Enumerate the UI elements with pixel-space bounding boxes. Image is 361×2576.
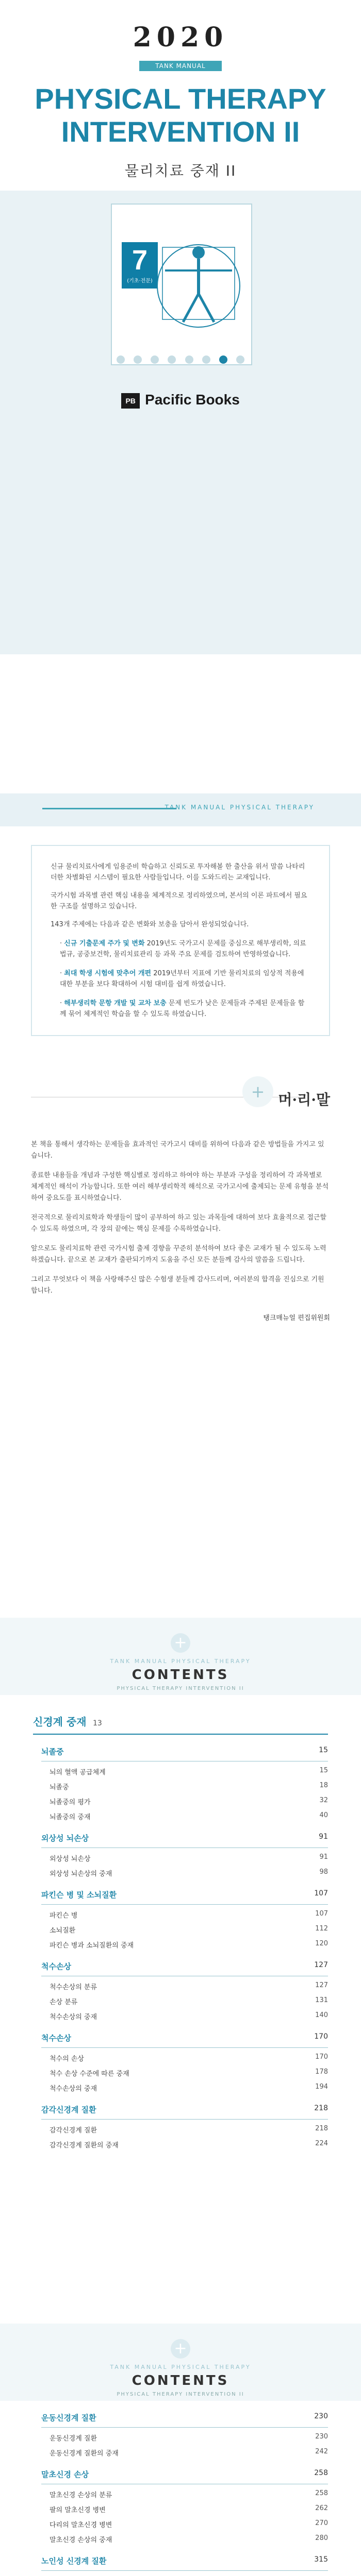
- item-title: 다리의 말초신경 병변: [50, 2521, 112, 2529]
- contents-chapter: [41, 1746, 328, 1761]
- item-title: 운동신경계 질환의 중재: [50, 2450, 119, 2458]
- item-page: 112: [315, 1925, 328, 1933]
- cover-title-line1: PHYSICAL THERAPY: [35, 82, 326, 115]
- cover-subtitle: 물리치료 중재 II: [124, 162, 237, 179]
- contents-part: [33, 1714, 328, 1735]
- contents-item: [50, 2011, 328, 2021]
- contents-page-1: [0, 1618, 361, 2149]
- item-title: 뇌졸중의 중재: [50, 1814, 91, 1821]
- chapter-rule: [41, 2119, 328, 2120]
- contents-header: [0, 1618, 361, 1695]
- cover-year: 2020: [133, 22, 228, 53]
- volume-dot: [202, 355, 210, 364]
- chapter-title: 감각신경계 질환: [41, 2105, 96, 2114]
- contents-chapter: [41, 2032, 328, 2048]
- preface-bullet: · 신규 기출문제 주가 및 변화 2019년도 국가고시 문제를 중심으로 해부생리학, 의료법규, 공중보건학, 물리치료관리 등 과목 주요 문제를 검토하여 반영하였습니다.: [60, 940, 306, 958]
- item-title: 척수 손상 수준에 따른 중재: [50, 2070, 129, 2078]
- publisher-mark-icon: PB: [121, 393, 140, 409]
- bullet-head: 신규 기출문제 주가 및 변화: [64, 940, 145, 947]
- contents-chapter: [41, 1961, 328, 1976]
- contents-chapter: [41, 2469, 328, 2484]
- chapter-rule: [41, 1904, 328, 1905]
- chapter-title: 외상성 뇌손상: [41, 1834, 89, 1843]
- contents-item: [50, 2068, 328, 2078]
- preface-paragraph: 종료한 내용들을 개념과 구성한 핵심별로 정리하고 하여야 하는 부분과 구성을 정리하여 각 과목별로 체계적인 해석이 가능합니다. 또한 여러 해부생리학적 해석으로 국가고시에 출제되는 문제 유형을 분석하여 중요도를 표시하였습니다.: [31, 1172, 329, 1202]
- chapter-title: 말초신경 손상: [41, 2470, 89, 2479]
- item-title: 외상성 뇌손상의 중재: [50, 1870, 112, 1878]
- contents-body: [0, 2412, 361, 2576]
- bullet-text: 2019년도 국가고시 문제를 중심으로 해부생리학, 의료법규, 공중보건학, 물리치료관리 등 과목 주요 문제를 검토하여 반영하였습니다.: [60, 940, 306, 958]
- cover-title: [0, 82, 361, 148]
- item-title: 척수손상의 중재: [50, 2013, 97, 2021]
- box-paragraph: 143개 주제에는 다음과 같은 변화와 보충을 담아서 완성되었습니다.: [51, 921, 249, 928]
- item-title: 척수의 손상: [50, 2055, 84, 2063]
- contents-label: TANK MANUAL PHYSICAL THERAPY: [110, 1658, 251, 1665]
- preface-banner: [0, 793, 361, 826]
- contents-item: [50, 2534, 328, 2544]
- contents-item: [50, 1868, 328, 1878]
- chapter-title: 척수손상: [41, 2033, 71, 2043]
- item-page: 258: [315, 2489, 328, 2497]
- item-page: 18: [319, 1782, 328, 1789]
- volume-caption: (기초·전문): [127, 278, 153, 284]
- item-page: 32: [319, 1797, 328, 1804]
- volume-dot: [151, 355, 159, 364]
- item-title: 뇌의 혈액 공급체계: [50, 1769, 106, 1776]
- box-paragraph: 신규 물리치료사에게 임용준비 학습하고 신뢰도로 투자해볼 한 출산을 위서 말씀 나타리더한 차별화된 시스템이 필요한 사람들입니다. 이를 도와드리는 교재입니다.: [51, 863, 305, 882]
- item-page: 224: [315, 2140, 328, 2147]
- volume-dots: [0, 355, 361, 366]
- item-title: 소뇌질환: [50, 1927, 76, 1935]
- contents-chapter: [41, 1889, 328, 1905]
- contents-item: [50, 2083, 328, 2093]
- chapter-page: 15: [319, 1746, 328, 1754]
- vitruvian-figure-icon: [155, 222, 242, 350]
- publisher-name: Pacific Books: [145, 392, 240, 408]
- item-title: 파킨슨 병과 소뇌질환의 중재: [50, 1942, 134, 1950]
- chapter-page: 258: [314, 2469, 328, 2477]
- preface-paragraph: 앞으로도 물리치료학 관련 국가시험 출제 경향을 꾸준히 분석하여 보다 좋은 교재가 될 수 있도록 노력하겠습니다. 끝으로 본 교재가 출판되기까지 도움을 주신 모든 분들께 감사의 말씀을 드립니다.: [31, 1245, 326, 1264]
- preface-heading: 머·리·말: [278, 1091, 330, 1108]
- bullet-head: 해부생리학 문항 개발 및 교차 보충: [64, 999, 167, 1007]
- volume-number: 7: [132, 245, 148, 276]
- bullet-text: 문제 빈도가 낮은 문제들과 주제된 문제들을 함께 묶어 체계적인 학습을 할 수 있도록 하였습니다.: [60, 999, 305, 1018]
- banner-arrow: [42, 808, 176, 809]
- chapter-page: 127: [314, 1961, 328, 1969]
- contents-chapter: [41, 1833, 328, 1848]
- contents-body: [0, 1714, 361, 2149]
- item-title: 척수손상의 분류: [50, 1984, 97, 1991]
- item-page: 120: [315, 1940, 328, 1947]
- contents-subtitle: PHYSICAL THERAPY INTERVENTION II: [117, 2392, 244, 2397]
- cover-title-line2: INTERVENTION II: [61, 115, 300, 148]
- item-page: 98: [319, 1868, 328, 1876]
- preface-bullet: · 해부생리학 문항 개발 및 교차 보충 문제 빈도가 낮은 문제들과 주제된 문제들을 함께 묶어 체계적인 학습을 할 수 있도록 하였습니다.: [60, 999, 305, 1018]
- contents-item: [50, 2433, 328, 2443]
- contents-label: TANK MANUAL PHYSICAL THERAPY: [110, 2364, 251, 2370]
- part-page: 13: [90, 1719, 102, 1727]
- item-title: 뇌졸중의 평가: [50, 1799, 91, 1806]
- item-title: 말초신경 손상의 분류: [50, 2492, 112, 2499]
- plus-icon: +: [242, 1076, 273, 1107]
- item-page: 127: [315, 1981, 328, 1989]
- plus-icon: +: [171, 1633, 190, 1653]
- chapter-page: 91: [319, 1833, 328, 1841]
- chapter-title: 척수손상: [41, 1962, 71, 1971]
- volume-dot: [168, 355, 176, 364]
- item-page: 91: [319, 1853, 328, 1861]
- chapter-rule: [41, 2570, 328, 2571]
- item-page: 131: [315, 1996, 328, 2004]
- chapter-title: 노인성 신경계 질환: [41, 2556, 107, 2566]
- item-title: 척수손상의 중재: [50, 2085, 97, 2093]
- preface-signature: 탱크매뉴얼 편집위원회: [263, 1314, 330, 1322]
- part-title: [33, 1714, 328, 1728]
- preface-box: [31, 845, 330, 1036]
- contents-item: [50, 2519, 328, 2529]
- item-page: 230: [315, 2433, 328, 2441]
- contents-item: [50, 2125, 328, 2134]
- contents-item: [50, 2140, 328, 2149]
- contents-title: CONTENTS: [132, 2373, 229, 2388]
- preface-section: [0, 793, 361, 1322]
- item-page: 280: [315, 2534, 328, 2542]
- item-title: 손상 분류: [50, 1998, 78, 2006]
- item-title: 운동신경계 질환: [50, 2435, 97, 2443]
- chapter-page: 315: [314, 2555, 328, 2564]
- item-title: 감각신경계 질환의 중재: [50, 2142, 119, 2149]
- item-title: 외상성 뇌손상: [50, 1855, 91, 1863]
- item-page: 170: [315, 2053, 328, 2061]
- contents-item: [50, 1925, 328, 1935]
- contents-item: [50, 1940, 328, 1950]
- preface-paragraph: 전국적으로 물리치료학과 학생들이 많이 공부하여 하고 있는 과목들에 대하여 보다 효율적으로 접근할 수 있도록 하였으며, 각 장의 끝에는 핵심 문제를 수록하였습니다.: [31, 1214, 326, 1233]
- volume-badge: [122, 242, 158, 289]
- volume-dot: [236, 355, 244, 364]
- contents-item: [50, 2489, 328, 2499]
- volume-dot-active: [219, 355, 227, 364]
- item-title: 파킨슨 병: [50, 1912, 78, 1920]
- part-rule: [33, 1734, 328, 1735]
- item-page: 270: [315, 2519, 328, 2527]
- volume-dot: [117, 355, 125, 364]
- chapter-page: 218: [314, 2104, 328, 2112]
- item-page: 40: [319, 1811, 328, 1819]
- chapter-page: 230: [314, 2412, 328, 2420]
- chapter-title: 뇌졸중: [41, 1747, 64, 1756]
- item-title: 뇌졸중: [50, 1784, 69, 1791]
- contents-item: [50, 1910, 328, 1920]
- contents-item: [50, 2448, 328, 2458]
- preface-paragraph: 그리고 무엇보다 이 책을 사랑해주신 많은 수험생 분들께 감사드리며, 여러분의 합격을 진심으로 기원합니다.: [31, 1276, 324, 1295]
- item-page: 15: [319, 1767, 328, 1774]
- preface-bullet: · 최대 학생 시험에 맞추어 개편 2019년부터 지표에 기반 물리치료의 임상적 적용에 대한 부분을 보다 확대하여 시험 대비를 쉽게 하였습니다.: [60, 970, 304, 988]
- item-title: 팔의 말초신경 병변: [50, 2506, 106, 2514]
- preface-header: [0, 1057, 361, 1139]
- contents-subtitle: PHYSICAL THERAPY INTERVENTION II: [117, 1686, 244, 1691]
- series-tag: TANK MANUAL PHYSICAL THERAPY: [139, 61, 222, 71]
- contents-item: [50, 1767, 328, 1776]
- contents-item: [50, 2504, 328, 2514]
- item-title: 말초신경 손상의 중재: [50, 2536, 112, 2544]
- contents-item: [50, 1811, 328, 1821]
- part-name: 신경계 중재: [33, 1716, 87, 1728]
- bullet-text: 2019년부터 지표에 기반 물리치료의 임상적 적용에 대한 부분을 보다 확대하여 시험 대비를 쉽게 하였습니다.: [60, 970, 304, 988]
- contents-item: [50, 1853, 328, 1863]
- contents-page-2: [0, 2324, 361, 2576]
- contents-item: [50, 1782, 328, 1791]
- contents-title: CONTENTS: [132, 1667, 229, 1683]
- contents-item: [50, 1797, 328, 1806]
- item-page: 262: [315, 2504, 328, 2512]
- contents-header: [0, 2324, 361, 2401]
- contents-item: [50, 2053, 328, 2063]
- item-page: 140: [315, 2011, 328, 2019]
- contents-item: [50, 1981, 328, 1991]
- book-cover: [0, 0, 361, 793]
- contents-item: [50, 1996, 328, 2006]
- contents-chapter: [41, 2555, 328, 2571]
- bullet-head: 최대 학생 시험에 맞추어 개편: [64, 970, 152, 977]
- volume-dot: [134, 355, 142, 364]
- contents-chapter: [41, 2104, 328, 2120]
- item-title: 감각신경계 질환: [50, 2127, 97, 2134]
- chapter-page: 107: [314, 1889, 328, 1897]
- item-page: 194: [315, 2083, 328, 2091]
- chapter-title: 운동신경계 질환: [41, 2413, 96, 2422]
- preface-paragraph: 본 책을 통해서 생각하는 문제들을 효과적인 국가고시 대비를 위하여 다음과 같은 방법들을 가지고 있습니다.: [31, 1141, 324, 1160]
- box-paragraph: 국가시험 과목별 관련 핵심 내용을 체계적으로 정리하였으며, 본서의 이론 파트에서 필요한 구조를 설명하고 있습니다.: [51, 892, 307, 910]
- chapter-rule: [41, 2427, 328, 2428]
- volume-dot: [185, 355, 193, 364]
- item-page: 242: [315, 2448, 328, 2455]
- chapter-page: 170: [314, 2032, 328, 2041]
- banner-label: TANK MANUAL PHYSICAL THERAPY: [165, 804, 315, 811]
- publisher-logo: [0, 392, 361, 409]
- item-page: 178: [315, 2068, 328, 2076]
- item-page: 218: [315, 2125, 328, 2132]
- chapter-rule: [41, 2047, 328, 2048]
- item-page: 107: [315, 1910, 328, 1918]
- chapter-title: 파킨슨 병 및 소뇌질환: [41, 1890, 117, 1900]
- plus-icon: +: [171, 2339, 190, 2359]
- preface-text: [0, 1139, 361, 1322]
- contents-chapter: [41, 2412, 328, 2428]
